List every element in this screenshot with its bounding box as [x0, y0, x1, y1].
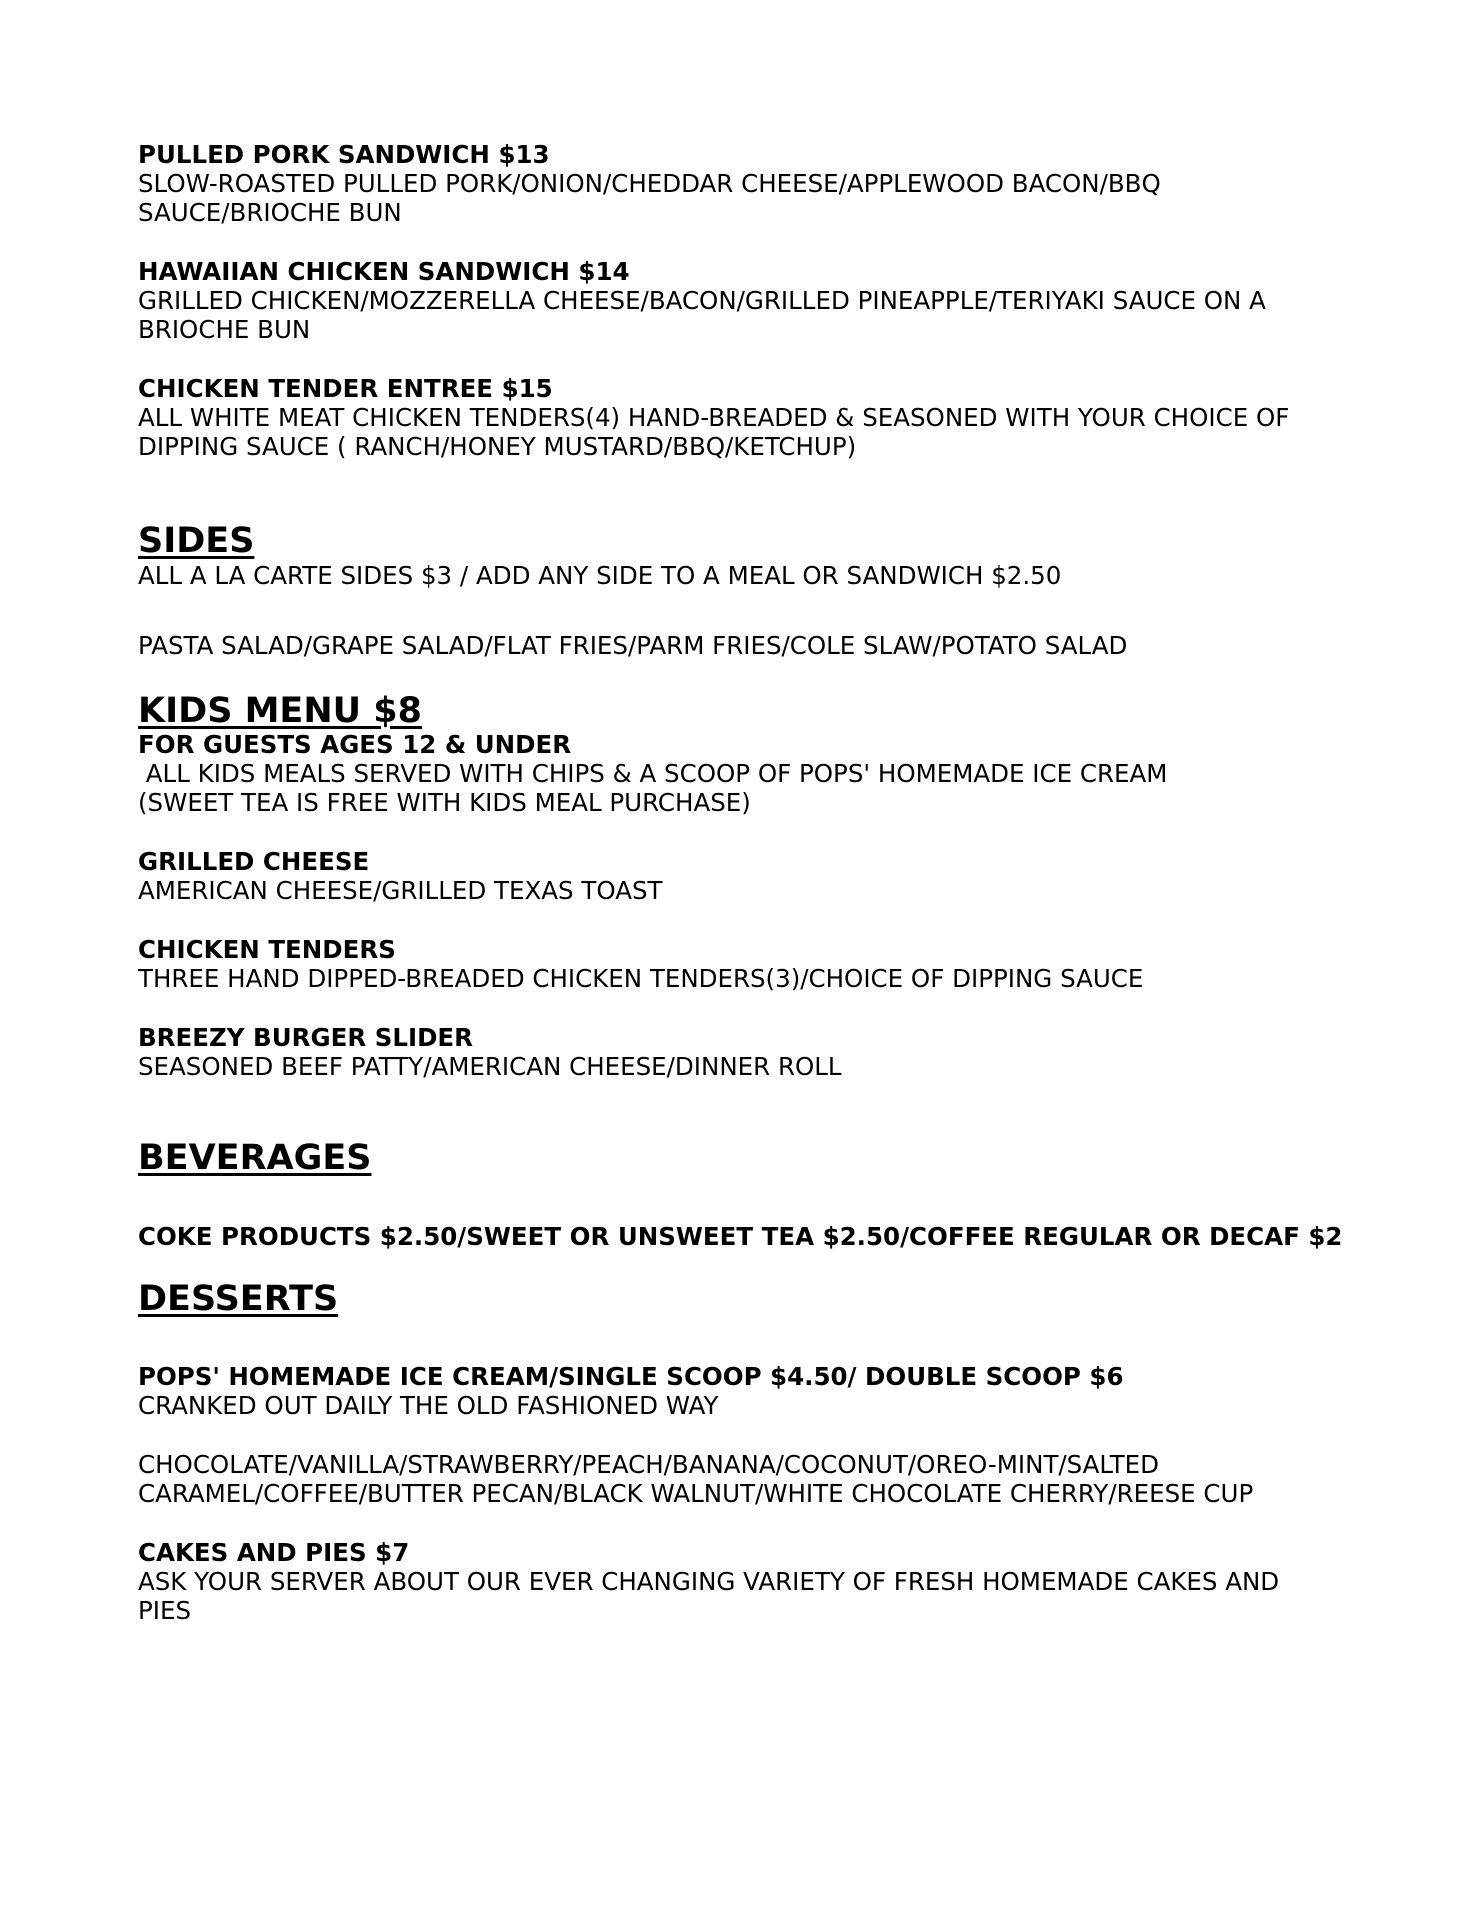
chicken-tender-entree-title: CHICKEN TENDER ENTREE $15 — [138, 374, 553, 403]
pulled-pork-title: PULLED PORK SANDWICH $13 — [138, 140, 550, 169]
menu-page — [138, 0, 1384, 1920]
hawaiian-chicken-title: HAWAIIAN CHICKEN SANDWICH $14 — [138, 257, 630, 286]
hawaiian-chicken-desc-line-1: GRILLED CHICKEN/MOZZERELLA CHEESE/BACON/GRILLED PINEAPPLE/TERIYAKI SAUCE ON A — [138, 286, 1266, 315]
kids-burger-slider-desc: SEASONED BEEF PATTY/AMERICAN CHEESE/DINNER ROLL — [138, 1052, 842, 1081]
ice-cream-flavors-line-1: CHOCOLATE/VANILLA/STRAWBERRY/PEACH/BANANA/COCONUT/OREO-MINT/SALTED — [138, 1450, 1160, 1479]
sides-list: PASTA SALAD/GRAPE SALAD/FLAT FRIES/PARM FRIES/COLE SLAW/POTATO SALAD — [138, 631, 1128, 660]
beverages-line: COKE PRODUCTS $2.50/SWEET OR UNSWEET TEA $2.50/COFFEE REGULAR OR DECAF $2 — [138, 1222, 1343, 1251]
beverages-heading: BEVERAGES — [138, 1138, 372, 1178]
sides-note: ALL A LA CARTE SIDES $3 / ADD ANY SIDE TO A MEAL OR SANDWICH $2.50 — [138, 561, 1062, 590]
kids-chicken-tenders-desc: THREE HAND DIPPED-BREADED CHICKEN TENDERS(3)/CHOICE OF DIPPING SAUCE — [138, 964, 1144, 993]
kids-menu-note-line-1: ALL KIDS MEALS SERVED WITH CHIPS & A SCOOP OF POPS' HOMEMADE ICE CREAM — [138, 759, 1168, 788]
kids-burger-slider-title: BREEZY BURGER SLIDER — [138, 1023, 474, 1052]
ice-cream-desc: CRANKED OUT DAILY THE OLD FASHIONED WAY — [138, 1391, 719, 1420]
pulled-pork-desc-line-2: SAUCE/BRIOCHE BUN — [138, 198, 402, 227]
kids-menu-subheading: FOR GUESTS AGES 12 & UNDER — [138, 730, 572, 759]
ice-cream-flavors-line-2: CARAMEL/COFFEE/BUTTER PECAN/BLACK WALNUT/WHITE CHOCOLATE CHERRY/REESE CUP — [138, 1479, 1254, 1508]
pulled-pork-desc-line-1: SLOW-ROASTED PULLED PORK/ONION/CHEDDAR CHEESE/APPLEWOOD BACON/BBQ — [138, 169, 1161, 198]
hawaiian-chicken-desc-line-2: BRIOCHE BUN — [138, 315, 311, 344]
cakes-pies-desc-line-2: PIES — [138, 1596, 192, 1625]
kids-grilled-cheese-title: GRILLED CHEESE — [138, 847, 370, 876]
kids-grilled-cheese-desc: AMERICAN CHEESE/GRILLED TEXAS TOAST — [138, 876, 663, 905]
kids-chicken-tenders-title: CHICKEN TENDERS — [138, 935, 396, 964]
kids-menu-note-line-2: (SWEET TEA IS FREE WITH KIDS MEAL PURCHASE) — [138, 788, 751, 817]
ice-cream-title: POPS' HOMEMADE ICE CREAM/SINGLE SCOOP $4.50/ DOUBLE SCOOP $6 — [138, 1362, 1124, 1391]
cakes-pies-desc-line-1: ASK YOUR SERVER ABOUT OUR EVER CHANGING VARIETY OF FRESH HOMEMADE CAKES AND — [138, 1567, 1280, 1596]
chicken-tender-entree-desc-line-1: ALL WHITE MEAT CHICKEN TENDERS(4) HAND-BREADED & SEASONED WITH YOUR CHOICE OF — [138, 403, 1290, 432]
chicken-tender-entree-desc-line-2: DIPPING SAUCE ( RANCH/HONEY MUSTARD/BBQ/KETCHUP) — [138, 432, 857, 461]
sides-heading: SIDES — [138, 521, 255, 561]
desserts-heading: DESSERTS — [138, 1279, 339, 1319]
kids-menu-heading: KIDS MENU $8 — [138, 691, 422, 731]
cakes-pies-title: CAKES AND PIES $7 — [138, 1538, 410, 1567]
